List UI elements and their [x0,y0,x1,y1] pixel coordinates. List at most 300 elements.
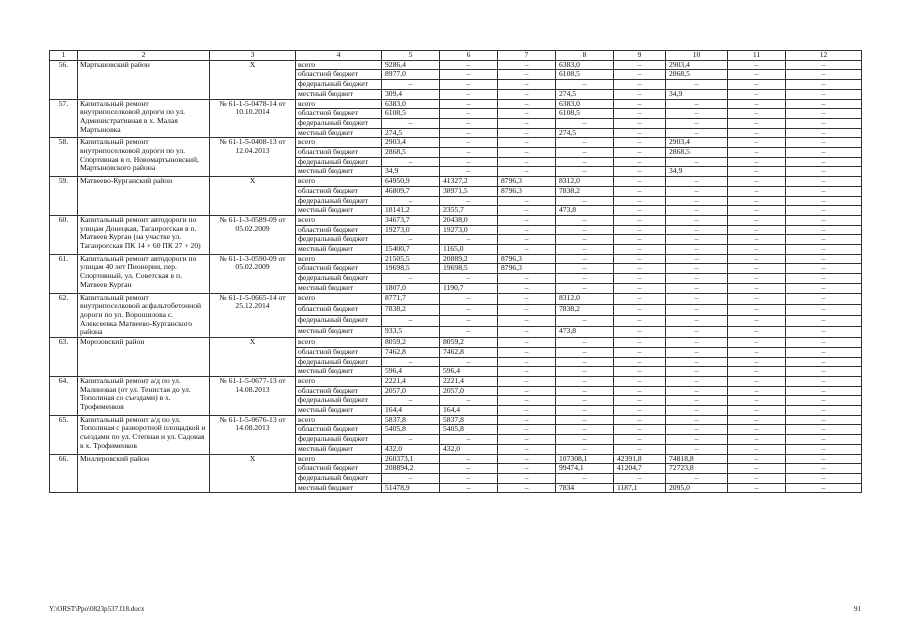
value-cell: – [498,386,556,396]
value-cell: – [728,315,786,326]
value-cell: – [666,357,728,367]
value-cell: – [556,215,614,225]
value-cell: – [786,196,862,206]
object-name: Мартыновский район [78,60,210,99]
header-cell: 6 [440,51,498,61]
table-row [50,454,862,464]
value-cell: 5837,8 [440,415,498,425]
value-cell: – [498,215,556,225]
value-cell: – [728,196,786,206]
value-cell: – [556,118,614,128]
value-cell: – [440,128,498,138]
value-cell: – [728,60,786,70]
value-cell: – [498,326,556,337]
value-cell: – [382,80,440,90]
object-name: Матвеево-Курганский район [78,177,210,216]
value-cell: – [614,338,666,348]
value-cell: – [614,157,666,167]
value-cell: – [440,196,498,206]
value-cell: – [440,304,498,315]
value-cell: – [666,304,728,315]
value-cell: – [786,206,862,216]
funding-source: федеральный бюджет [296,196,382,206]
value-cell: – [666,128,728,138]
value-cell: – [786,264,862,274]
value-cell: – [498,293,556,304]
funding-source: местный бюджет [296,367,382,377]
value-cell: – [440,148,498,158]
value-cell: – [666,376,728,386]
value-cell: 1190,7 [440,283,498,293]
value-cell: 41327,2 [440,177,498,187]
value-cell: – [786,444,862,454]
value-cell: – [666,235,728,245]
funding-source: областной бюджет [296,225,382,235]
value-cell: 1187,1 [614,483,666,493]
value-cell: 8312,0 [556,177,614,187]
value-cell: 933,5 [382,326,440,337]
funding-source: местный бюджет [296,89,382,99]
value-cell: – [728,70,786,80]
value-cell: – [728,235,786,245]
row-number: 59. [50,177,78,216]
funding-source: всего [296,454,382,464]
value-cell: – [614,89,666,99]
value-cell: – [498,357,556,367]
value-cell: 20889,2 [440,254,498,264]
funding-source: всего [296,293,382,304]
value-cell: 51478,9 [382,483,440,493]
header-cell: 3 [210,51,296,61]
value-cell: – [614,177,666,187]
value-cell: 34673,7 [382,215,440,225]
funding-source: всего [296,99,382,109]
expertise-document: № 61-1-3-0590-09 от 05.02.2009 [210,254,296,293]
value-cell: – [498,435,556,445]
value-cell: – [728,464,786,474]
value-cell: – [440,326,498,337]
value-cell: – [614,70,666,80]
value-cell: – [498,245,556,255]
value-cell: – [786,406,862,416]
value-cell: – [498,157,556,167]
value-cell: – [728,293,786,304]
value-cell: – [440,454,498,464]
value-cell: – [666,99,728,109]
value-cell: – [786,304,862,315]
funding-source: федеральный бюджет [296,315,382,326]
value-cell: – [614,425,666,435]
value-cell: 6383,0 [382,99,440,109]
value-cell: 72723,8 [666,464,728,474]
value-cell: – [498,283,556,293]
value-cell: 7838,2 [382,304,440,315]
value-cell: – [440,464,498,474]
value-cell: – [614,283,666,293]
value-cell: – [440,60,498,70]
value-cell: – [440,274,498,284]
value-cell: – [666,444,728,454]
value-cell: 2903,4 [666,138,728,148]
table-row [50,215,862,225]
value-cell: – [666,326,728,337]
value-cell: – [382,473,440,483]
funding-source: всего [296,138,382,148]
value-cell: – [786,148,862,158]
header-cell: 7 [498,51,556,61]
value-cell: 6108,5 [382,109,440,119]
value-cell: 19273,0 [440,225,498,235]
value-cell: – [440,138,498,148]
funding-source: местный бюджет [296,406,382,416]
value-cell: – [440,80,498,90]
header-cell: 5 [382,51,440,61]
value-cell: – [666,206,728,216]
value-cell: 18141,2 [382,206,440,216]
funding-source: областной бюджет [296,304,382,315]
value-cell: 164,4 [440,406,498,416]
object-name: Капитальный ремонт автодороги по улицам Донецкая, Таганрогская в п. Матвеев Курган (на участке ул. Таганрогская ПК 14 + 60 ПК 27 + 20) [78,215,210,254]
value-cell: – [666,186,728,196]
value-cell: 432,0 [382,444,440,454]
row-number: 65. [50,415,78,454]
value-cell: – [728,264,786,274]
funding-source: федеральный бюджет [296,473,382,483]
value-cell: – [786,118,862,128]
value-cell: – [440,99,498,109]
value-cell: 2903,4 [666,60,728,70]
funding-source: областной бюджет [296,347,382,357]
value-cell: 74818,8 [666,454,728,464]
value-cell: – [614,215,666,225]
value-cell: – [382,315,440,326]
value-cell: – [498,60,556,70]
value-cell: – [498,128,556,138]
value-cell: – [556,415,614,425]
object-name: Капитальный ремонт автодороги по улицам 40 лет Пионерии, пер. Спортивный, ул. Советская в п. Матвеев Курган [78,254,210,293]
value-cell: – [614,235,666,245]
value-cell: – [666,293,728,304]
funding-source: всего [296,215,382,225]
value-cell: 260373,1 [382,454,440,464]
value-cell: – [786,473,862,483]
value-cell: – [614,274,666,284]
table-row [50,338,862,348]
value-cell: – [440,396,498,406]
value-cell: 2057,0 [382,386,440,396]
value-cell: – [440,357,498,367]
value-cell: 8796,3 [498,186,556,196]
value-cell: – [556,473,614,483]
value-cell: – [614,293,666,304]
object-name: Миллеровский район [78,454,210,493]
value-cell: 7462,8 [440,347,498,357]
value-cell: – [786,254,862,264]
value-cell: – [728,245,786,255]
funding-source: областной бюджет [296,386,382,396]
value-cell: 34,9 [382,167,440,177]
value-cell: – [728,225,786,235]
value-cell: – [556,264,614,274]
funding-source: местный бюджет [296,128,382,138]
value-cell: – [786,415,862,425]
value-cell: – [666,254,728,264]
value-cell: – [786,386,862,396]
value-cell: – [498,235,556,245]
value-cell: – [556,157,614,167]
value-cell: – [786,338,862,348]
value-cell: – [728,415,786,425]
value-cell: – [614,109,666,119]
object-name: Капитальный ремонт внутрипоселковой дороги по ул. Административная в х. Малая Мартыновка [78,99,210,138]
value-cell: – [556,444,614,454]
value-cell: 21505,5 [382,254,440,264]
value-cell: – [786,376,862,386]
value-cell: – [728,215,786,225]
row-number: 63. [50,338,78,377]
funding-source: местный бюджет [296,326,382,337]
value-cell: – [786,367,862,377]
value-cell: – [666,415,728,425]
value-cell: – [728,118,786,128]
value-cell: – [728,128,786,138]
value-cell: – [382,435,440,445]
funding-source: областной бюджет [296,109,382,119]
expertise-document: X [210,177,296,216]
value-cell: – [728,454,786,464]
value-cell: – [556,245,614,255]
value-cell: – [498,415,556,425]
value-cell: – [728,473,786,483]
value-cell: – [666,338,728,348]
value-cell: – [786,138,862,148]
value-cell: – [786,80,862,90]
funding-source: местный бюджет [296,444,382,454]
value-cell: – [666,245,728,255]
value-cell: – [498,347,556,357]
value-cell: – [498,425,556,435]
expertise-document: № 61-1-5-0676-13 от 14.08.2013 [210,415,296,454]
funding-source: федеральный бюджет [296,435,382,445]
table-body [50,51,862,493]
value-cell: – [614,196,666,206]
value-cell: 46809,7 [382,186,440,196]
value-cell: – [440,89,498,99]
value-cell: 38971,5 [440,186,498,196]
expertise-document: X [210,338,296,377]
value-cell: – [728,80,786,90]
expertise-document: X [210,60,296,99]
expertise-document: № 61-1-5-0665-14 от 25.12.2014 [210,293,296,338]
value-cell: – [440,473,498,483]
value-cell: – [666,109,728,119]
value-cell: – [728,435,786,445]
value-cell: – [614,406,666,416]
header-cell: 9 [614,51,666,61]
value-cell: – [440,315,498,326]
value-cell: – [786,245,862,255]
value-cell: 42391,8 [614,454,666,464]
value-cell: 7838,2 [556,304,614,315]
value-cell: – [440,167,498,177]
value-cell: – [786,60,862,70]
value-cell: – [786,128,862,138]
value-cell: – [498,70,556,80]
value-cell: – [614,60,666,70]
value-cell: – [614,245,666,255]
funding-source: всего [296,376,382,386]
value-cell: – [556,347,614,357]
funding-source: федеральный бюджет [296,396,382,406]
funding-source: федеральный бюджет [296,157,382,167]
funding-source: всего [296,254,382,264]
funding-source: всего [296,415,382,425]
value-cell: – [728,99,786,109]
value-cell: – [728,367,786,377]
value-cell: 19698,5 [382,264,440,274]
value-cell: – [666,315,728,326]
value-cell: 99474,1 [556,464,614,474]
funding-source: местный бюджет [296,283,382,293]
expertise-document: № 61-1-5-0408-13 от 12.04.2013 [210,138,296,177]
value-cell: – [440,293,498,304]
value-cell: – [728,274,786,284]
table-row [50,376,862,386]
value-cell: – [786,454,862,464]
row-number: 64. [50,376,78,415]
value-cell: – [614,315,666,326]
value-cell: – [498,367,556,377]
value-cell: – [440,109,498,119]
value-cell: – [786,215,862,225]
header-cell: 12 [786,51,862,61]
value-cell: – [614,264,666,274]
value-cell: – [556,254,614,264]
value-cell: – [498,138,556,148]
value-cell: 6383,0 [556,60,614,70]
funding-source: областной бюджет [296,186,382,196]
value-cell: – [556,406,614,416]
funding-source: федеральный бюджет [296,357,382,367]
value-cell: – [728,89,786,99]
value-cell: – [556,138,614,148]
value-cell: – [556,274,614,284]
value-cell: 8059,2 [440,338,498,348]
value-cell: – [728,444,786,454]
value-cell: – [614,225,666,235]
value-cell: – [498,464,556,474]
value-cell: – [786,167,862,177]
value-cell: 107308,1 [556,454,614,464]
value-cell: – [666,406,728,416]
value-cell: – [498,304,556,315]
value-cell: – [614,367,666,377]
value-cell: – [728,425,786,435]
value-cell: – [666,425,728,435]
header-cell: 10 [666,51,728,61]
value-cell: – [728,254,786,264]
object-name: Капитальный ремонт а/д по ул. Малиновая (от ул. Тенистая до ул. Тополиная со съездами) в х. Трофименков [78,376,210,415]
funding-source: областной бюджет [296,464,382,474]
value-cell: 8059,2 [382,338,440,348]
page-number: 91 [854,605,861,613]
funding-source: федеральный бюджет [296,118,382,128]
funding-source: областной бюджет [296,148,382,158]
funding-source: всего [296,60,382,70]
value-cell: 5405,8 [382,425,440,435]
funding-source: федеральный бюджет [296,235,382,245]
value-cell: – [382,357,440,367]
value-cell: 7838,2 [556,186,614,196]
table-row [50,293,862,304]
value-cell: 41204,7 [614,464,666,474]
value-cell: 2221,4 [382,376,440,386]
value-cell: 274,5 [556,89,614,99]
value-cell: 2903,4 [382,138,440,148]
table-row [50,415,862,425]
value-cell: – [786,425,862,435]
header-cell: 8 [556,51,614,61]
expertise-document: № 61-1-5-0478-14 от 10.10.2014 [210,99,296,138]
value-cell: – [556,235,614,245]
funding-source: федеральный бюджет [296,80,382,90]
value-cell: – [614,347,666,357]
value-cell: – [614,415,666,425]
value-cell: – [498,483,556,493]
budget-table-sheet [49,50,861,493]
value-cell: – [440,70,498,80]
value-cell: 19273,0 [382,225,440,235]
value-cell: – [786,357,862,367]
value-cell: – [728,283,786,293]
value-cell: – [498,196,556,206]
header-cell: 4 [296,51,382,61]
object-name: Капитальный ремонт внутрипоселковой дороги по ул. Спортивная в п. Новомартыновский, Мартыновского района [78,138,210,177]
value-cell: – [614,128,666,138]
value-cell: – [786,186,862,196]
value-cell: – [786,235,862,245]
value-cell: 8796,3 [498,254,556,264]
value-cell: – [556,196,614,206]
value-cell: – [666,225,728,235]
value-cell: – [556,148,614,158]
value-cell: – [786,315,862,326]
value-cell: – [614,444,666,454]
value-cell: – [786,225,862,235]
value-cell: – [614,376,666,386]
value-cell: – [728,338,786,348]
value-cell: 5837,8 [382,415,440,425]
value-cell: – [614,386,666,396]
value-cell: – [556,367,614,377]
value-cell: – [786,89,862,99]
value-cell: – [728,483,786,493]
value-cell: – [614,138,666,148]
value-cell: 2868,5 [666,148,728,158]
value-cell: – [786,435,862,445]
value-cell: – [666,274,728,284]
object-name: Капитальный ремонт внутрипоселковой асфальтобетонной дороги по ул. Ворошилова с. Алексеевка Матвеево-Курганского района [78,293,210,338]
value-cell: – [498,89,556,99]
table-row [50,99,862,109]
header-row [50,51,862,61]
value-cell: – [666,283,728,293]
value-cell: 2355,7 [440,206,498,216]
value-cell: – [728,406,786,416]
value-cell: – [556,338,614,348]
funding-source: местный бюджет [296,483,382,493]
value-cell: – [728,186,786,196]
